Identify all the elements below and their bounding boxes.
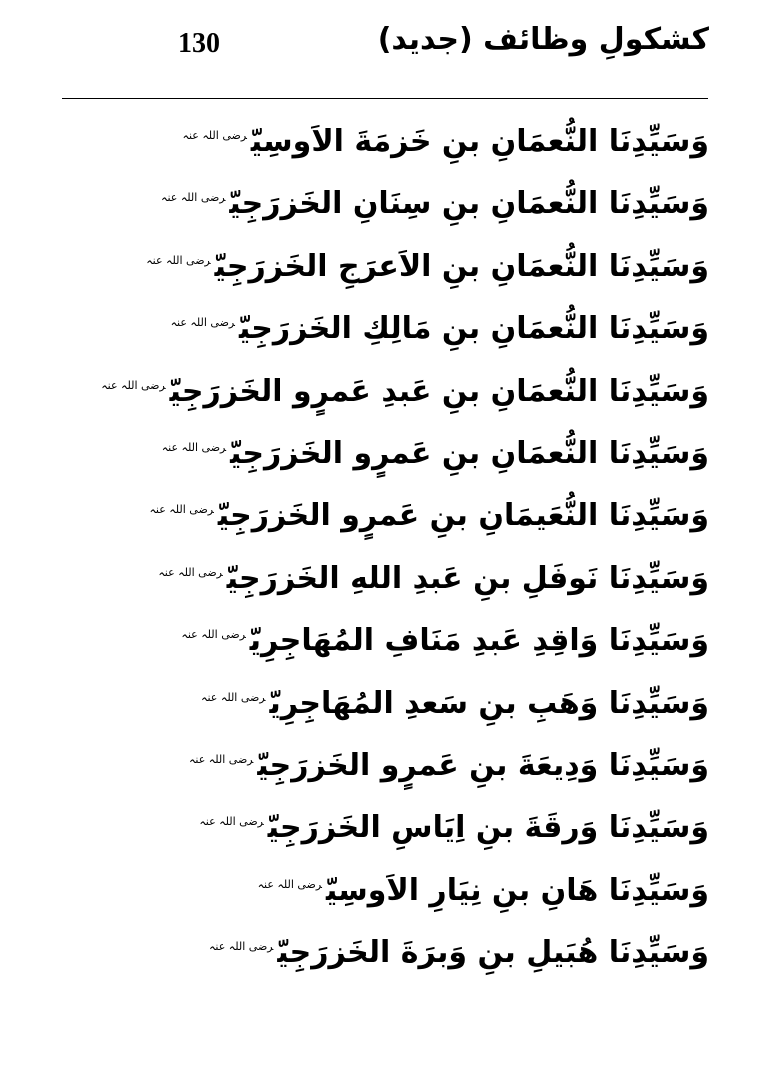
list-item bbox=[69, 105, 709, 167]
name-text: وَسَیِّدِنَا وَهَبِ بنِ سَعدِ المُهَاجِرِیّ bbox=[269, 685, 709, 721]
list-item bbox=[69, 604, 709, 666]
honorific: رضی اللہ عنہ bbox=[158, 565, 223, 579]
honorific: رضی اللہ عنہ bbox=[149, 503, 214, 517]
name-text: وَسَیِّدِنَا النُّعمَانِ بنِ الاَعرَجِ الخَزرَجِیّ bbox=[214, 248, 709, 284]
name-text: وَسَیِّدِنَا نَوفَلِ بنِ عَبدِ اللهِ الخَزرَجِیّ bbox=[226, 560, 709, 596]
page-number: 130 bbox=[178, 28, 220, 59]
honorific: رضی اللہ عنہ bbox=[201, 690, 266, 704]
name-text: وَسَیِّدِنَا النُّعمَانِ بنِ عَبدِ عَمرٍو الخَزرَجِیّ bbox=[169, 373, 709, 409]
list-item bbox=[69, 729, 709, 791]
list-item bbox=[69, 854, 709, 916]
list-item bbox=[69, 479, 709, 541]
list-item bbox=[69, 355, 709, 417]
name-text: وَسَیِّدِنَا النُّعمَانِ بنِ خَزمَةَ الاَوسِیّ bbox=[250, 124, 709, 159]
list-item bbox=[69, 667, 709, 729]
name-text: وَسَیِّدِنَا النُّعَیمَانِ بنِ عَمرٍو الخَزرَجِیّ bbox=[217, 498, 709, 534]
name-text: وَسَیِّدِنَا وَرقَةَ بنِ اِیَاسِ الخَزرَجِیّ bbox=[267, 810, 709, 846]
name-text: وَسَیِّدِنَا وَدِیعَةَ بنِ عَمرٍو الخَزرَجِیّ bbox=[257, 747, 709, 783]
list-item bbox=[69, 542, 709, 604]
list-item bbox=[69, 230, 709, 292]
list-item bbox=[69, 417, 709, 479]
honorific: رضی اللہ عنہ bbox=[170, 316, 235, 330]
honorific: رضی اللہ عنہ bbox=[257, 877, 322, 891]
page-header bbox=[0, 22, 769, 72]
name-text: وَسَیِّدِنَا هَانِ بنِ نِیَارِ الاَوسِیّ bbox=[325, 872, 709, 908]
honorific: رضی اللہ عنہ bbox=[199, 815, 264, 829]
honorific: رضی اللہ عنہ bbox=[161, 440, 227, 454]
name-text: وَسَیِّدِنَا النُّعمَانِ بنِ سِنَانِ الخَزرَجِیّ bbox=[229, 186, 709, 222]
honorific: رضی اللہ عنہ bbox=[146, 253, 211, 267]
honorific: رضی اللہ عنہ bbox=[101, 378, 166, 392]
list-item bbox=[69, 791, 709, 853]
list-item bbox=[69, 167, 709, 229]
name-text: وَسَیِّدِنَا النُّعمَانِ بنِ عَمرٍو الخَزرَجِیّ bbox=[230, 435, 709, 471]
honorific: رضی اللہ عنہ bbox=[208, 940, 274, 954]
name-text: وَسَیِّدِنَا النُّعمَانِ بنِ مَالِكِ الخَزرَجِیّ bbox=[238, 311, 709, 347]
name-text: وَسَیِّدِنَا هُبَیلِ بنِ وَبرَةَ الخَزرَجِیّ bbox=[277, 935, 709, 971]
honorific: رضی اللہ عنہ bbox=[182, 129, 247, 142]
list-item bbox=[69, 292, 709, 354]
honorific: رضی اللہ عنہ bbox=[188, 752, 254, 766]
honorific: رضی اللہ عنہ bbox=[161, 191, 226, 205]
honorific: رضی اللہ عنہ bbox=[181, 628, 246, 642]
list-item bbox=[69, 916, 709, 978]
header-divider bbox=[62, 98, 708, 99]
name-text: وَسَیِّدِنَا وَاقِدِ عَبدِ مَنَافِ المُهَاجِرِیّ bbox=[249, 623, 709, 659]
book-title: کشکولِ وظائف (جدید) bbox=[377, 22, 709, 57]
names-list bbox=[69, 105, 709, 978]
